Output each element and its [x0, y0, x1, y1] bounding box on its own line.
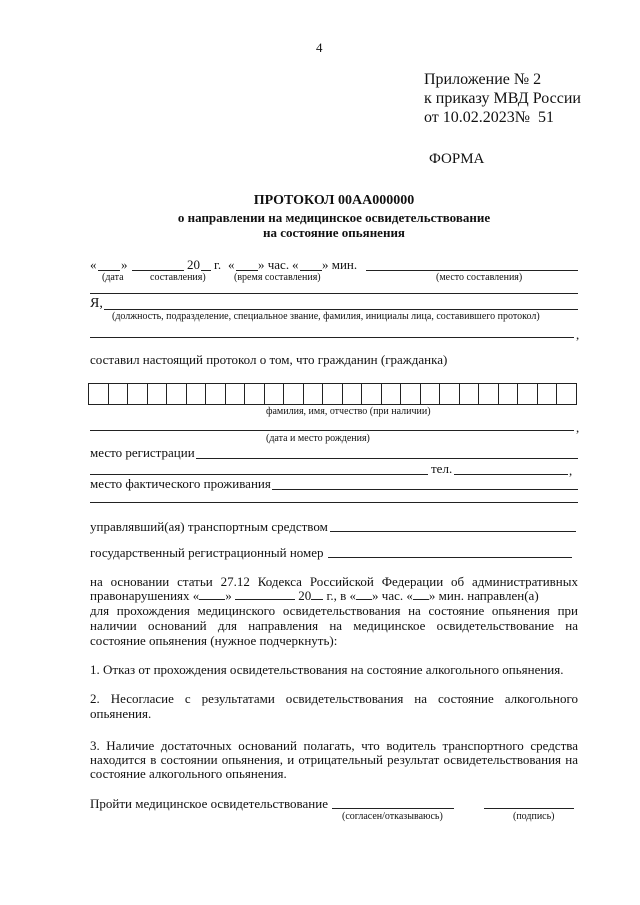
basis-line-2: [90, 588, 539, 604]
birth-field[interactable]: [90, 430, 574, 431]
protocol-subtitle-2: на состояние опьянения: [263, 225, 405, 240]
basis-line-4: наличии оснований для направления на медицинское освидетельствование на: [90, 618, 578, 633]
item-2-line-2[interactable]: опьянения.: [90, 706, 152, 721]
hour-label: » час.: [258, 257, 290, 272]
item-3-line-1[interactable]: 3. Наличие достаточных оснований полагать, что водитель транспортного средства: [90, 738, 578, 753]
basis-hour-label: » час. «: [372, 588, 413, 603]
place-field[interactable]: [366, 270, 578, 271]
item-3-line-3: состояние алкогольного опьянения.: [90, 766, 287, 781]
minute-field[interactable]: [300, 270, 322, 271]
appendix-line3: [424, 108, 581, 127]
hour-quote-open: «: [228, 257, 235, 272]
fact-label: место фактического проживания: [90, 476, 271, 491]
basis-napravlen: » мин. направлен(а): [428, 588, 539, 603]
pass-label: Пройти медицинское освидетельствование: [90, 796, 328, 811]
agree-field[interactable]: [332, 808, 454, 809]
appendix-block: [424, 70, 581, 127]
appendix-number: 51: [538, 109, 555, 126]
appendix-line2: к приказу МВД России: [424, 90, 581, 107]
sign-caption: (подпись): [513, 811, 555, 822]
item-1[interactable]: 1. Отказ от прохождения освидетельствования на состояние алкогольного опьянения.: [90, 662, 564, 677]
basis-year: 20: [298, 588, 312, 603]
ya-label: Я,: [90, 296, 103, 311]
basis-day-field[interactable]: [199, 588, 225, 600]
date-quote-open: «: [90, 257, 97, 272]
basis-pravonarush: правонарушениях «: [90, 588, 200, 603]
fio-grid[interactable]: [88, 383, 577, 405]
reg-field[interactable]: [196, 458, 578, 459]
reg-field-2[interactable]: [90, 474, 428, 475]
driver-field[interactable]: [330, 531, 576, 532]
driver-label: управлявший(ая) транспортным средством: [90, 519, 328, 534]
tel-label: тел.: [431, 461, 453, 476]
basis-year-field[interactable]: [311, 588, 323, 600]
signature-field[interactable]: [484, 808, 574, 809]
birth-caption: (дата и место рождения): [266, 433, 370, 444]
page-number: 4: [316, 40, 323, 55]
basis-hour-field[interactable]: [356, 588, 372, 600]
basis-line-1: на основании статьи 27.12 Кодекса Российской Федерации об административных: [90, 574, 578, 589]
year-field[interactable]: [201, 270, 211, 271]
caption-time: (время составления): [234, 272, 321, 283]
protocol-title: ПРОТОКОЛ 00АА000000: [253, 193, 415, 208]
caption-place: (место составления): [436, 272, 523, 283]
officer-caption: (должность, подразделение, специальное звание, фамилия, инициалы лица, составившего протокол): [112, 311, 540, 322]
year-suffix: г.: [214, 257, 222, 272]
item-2-line-1[interactable]: 2. Несогласие с результатами освидетельствования на состояние алкогольного: [90, 691, 578, 706]
fio-caption: фамилия, имя, отчество (при наличии): [266, 406, 431, 417]
basis-month-field[interactable]: [235, 588, 295, 600]
month-field[interactable]: [132, 270, 184, 271]
forma-label: ФОРМА: [429, 151, 485, 167]
basis-line-3: для прохождения медицинского освидетельствования на состояние опьянения при: [90, 603, 578, 618]
basis-quote: »: [225, 588, 232, 603]
reg-label: место регистрации: [90, 445, 195, 460]
protocol-subtitle-1: о направлении на медицинское освидетельствование: [177, 210, 491, 225]
item-3-line-2[interactable]: находится в состоянии опьянения, и отрицательный результат освидетельствования на: [90, 752, 578, 767]
day-field[interactable]: [98, 270, 120, 271]
basis-line-5: состояние опьянения (нужное подчеркнуть):: [90, 633, 338, 648]
appendix-no-sign: №: [514, 109, 531, 126]
agree-caption: (согласен/отказываюсь): [342, 811, 443, 822]
regnum-label: государственный регистрационный номер: [90, 545, 324, 560]
sostavil-text: составил настоящий протокол о том, что гражданин (гражданка): [90, 352, 448, 367]
fact-field[interactable]: [272, 489, 578, 490]
min-label: » мин.: [322, 257, 358, 272]
officer-field[interactable]: [104, 309, 578, 310]
officer-field-2[interactable]: [90, 337, 574, 338]
tel-comma: ,: [569, 463, 573, 478]
appendix-date: от 10.02.2023: [424, 109, 515, 126]
basis-g-v: г., в «: [326, 588, 357, 603]
year-prefix: 20: [187, 257, 200, 272]
officer-comma: ,: [576, 327, 580, 342]
fact-field-2[interactable]: [90, 502, 578, 503]
caption-date: (дата: [102, 272, 124, 283]
birth-comma: ,: [576, 420, 580, 435]
basis-min-field[interactable]: [413, 588, 429, 600]
caption-sostavleniya: составления): [150, 272, 206, 283]
min-quote-open: «: [292, 257, 299, 272]
regnum-field[interactable]: [328, 557, 572, 558]
appendix-line1: Приложение № 2: [424, 71, 542, 88]
tel-field[interactable]: [454, 474, 568, 475]
separator-line: [90, 293, 578, 294]
date-quote-close: »: [121, 257, 128, 272]
hour-field[interactable]: [236, 270, 258, 271]
